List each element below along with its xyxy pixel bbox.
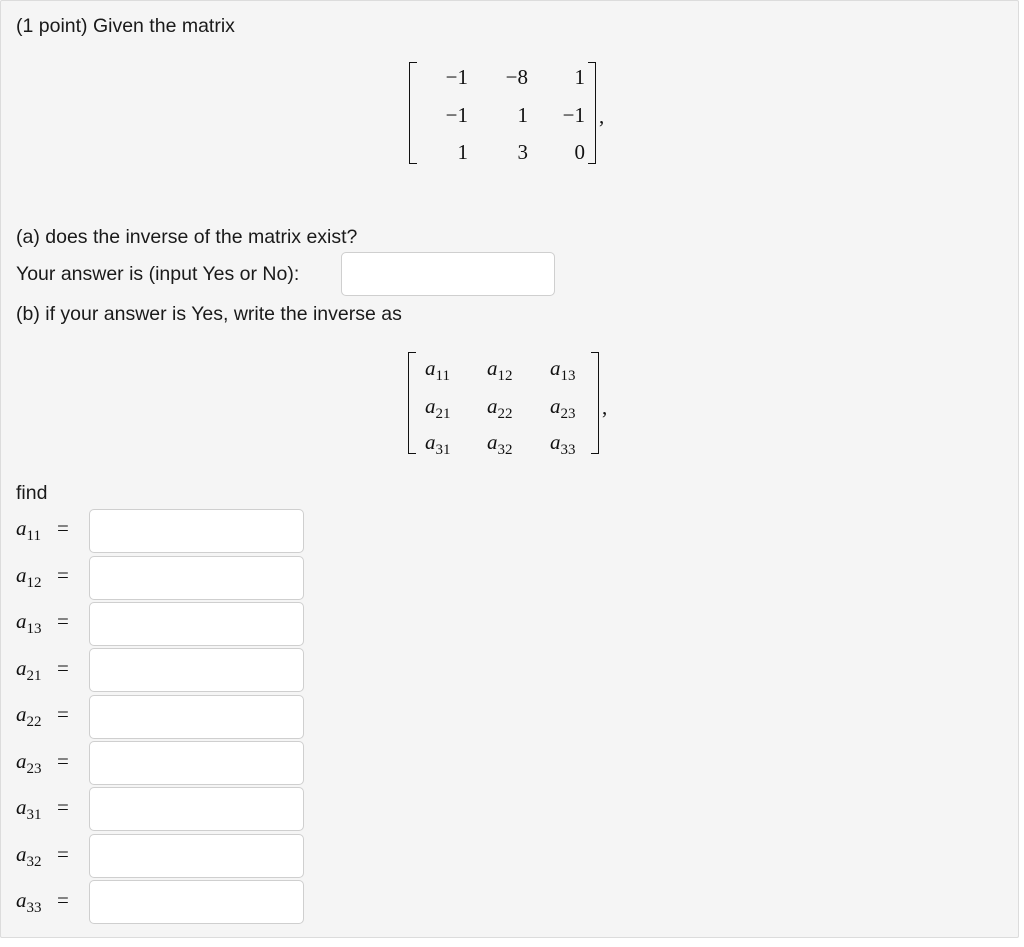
equals-sign: =: [57, 516, 69, 540]
equals-sign: =: [57, 563, 69, 587]
matrix-trailing-comma: ,: [599, 104, 605, 128]
inverse-exists-input[interactable]: [341, 252, 555, 296]
answer-label-a31: $a_{31}$: [16, 795, 42, 823]
part-a-prompt: Your answer is (input Yes or No):: [16, 263, 300, 285]
inverse-trailing-comma: ,: [602, 395, 608, 419]
matrix-right-bracket: [588, 62, 596, 164]
equals-sign: =: [57, 749, 69, 773]
answer-input-a21[interactable]: [89, 648, 304, 692]
matrix-cell-3-2: 3: [517, 140, 528, 164]
inverse-entry-11: $a_{11}$: [425, 356, 450, 384]
inverse-entry-31: $a_{31}$: [425, 430, 451, 458]
answer-label-a33: $a_{33}$: [16, 888, 42, 916]
matrix-cell-2-3: −1: [562, 103, 585, 127]
equals-sign: =: [57, 609, 69, 633]
equals-sign: =: [57, 656, 69, 680]
answer-input-a32[interactable]: [89, 834, 304, 878]
find-label: find: [16, 482, 48, 504]
equals-sign: =: [57, 888, 69, 912]
matrix-cell-1-3: 1: [574, 65, 585, 89]
inverse-left-bracket: [408, 352, 416, 454]
matrix-cell-3-3: 0: [574, 140, 585, 164]
answer-label-a13: $a_{13}$: [16, 609, 42, 637]
equals-sign: =: [57, 842, 69, 866]
inverse-entry-23: $a_{23}$: [550, 394, 576, 422]
inverse-entry-21: $a_{21}$: [425, 394, 451, 422]
inverse-matrix: [408, 352, 599, 458]
inverse-entry-33: $a_{33}$: [550, 430, 576, 458]
equals-sign: =: [57, 795, 69, 819]
given-matrix: [409, 62, 596, 164]
answer-label-a11: $a_{11}$: [16, 516, 41, 544]
inverse-right-bracket: [591, 352, 599, 454]
answer-label-a32: $a_{32}$: [16, 842, 42, 870]
equals-sign: =: [57, 702, 69, 726]
answer-input-a33[interactable]: [89, 880, 304, 924]
matrix-cell-2-1: −1: [445, 103, 468, 127]
answer-label-a21: $a_{21}$: [16, 656, 42, 684]
answer-input-a31[interactable]: [89, 787, 304, 831]
answer-input-a22[interactable]: [89, 695, 304, 739]
matrix-cell-1-2: −8: [505, 65, 528, 89]
answer-input-a11[interactable]: [89, 509, 304, 553]
answer-input-a12[interactable]: [89, 556, 304, 600]
inverse-entry-32: $a_{32}$: [487, 430, 513, 458]
answer-label-a22: $a_{22}$: [16, 702, 42, 730]
inverse-entry-13: $a_{13}$: [550, 356, 576, 384]
matrix-cell-2-2: 1: [517, 103, 528, 127]
part-a-question: (a) does the inverse of the matrix exist?: [16, 226, 358, 248]
answer-input-a13[interactable]: [89, 602, 304, 646]
inverse-entry-12: $a_{12}$: [487, 356, 513, 384]
answer-label-a12: $a_{12}$: [16, 563, 42, 591]
answer-label-a23: $a_{23}$: [16, 749, 42, 777]
answer-input-a23[interactable]: [89, 741, 304, 785]
part-b-question: (b) if your answer is Yes, write the inverse as: [16, 303, 402, 325]
problem-title: (1 point) Given the matrix: [16, 15, 235, 37]
matrix-cell-1-1: −1: [445, 65, 468, 89]
inverse-entry-22: $a_{22}$: [487, 394, 513, 422]
matrix-cell-3-1: 1: [457, 140, 468, 164]
matrix-left-bracket: [409, 62, 417, 164]
